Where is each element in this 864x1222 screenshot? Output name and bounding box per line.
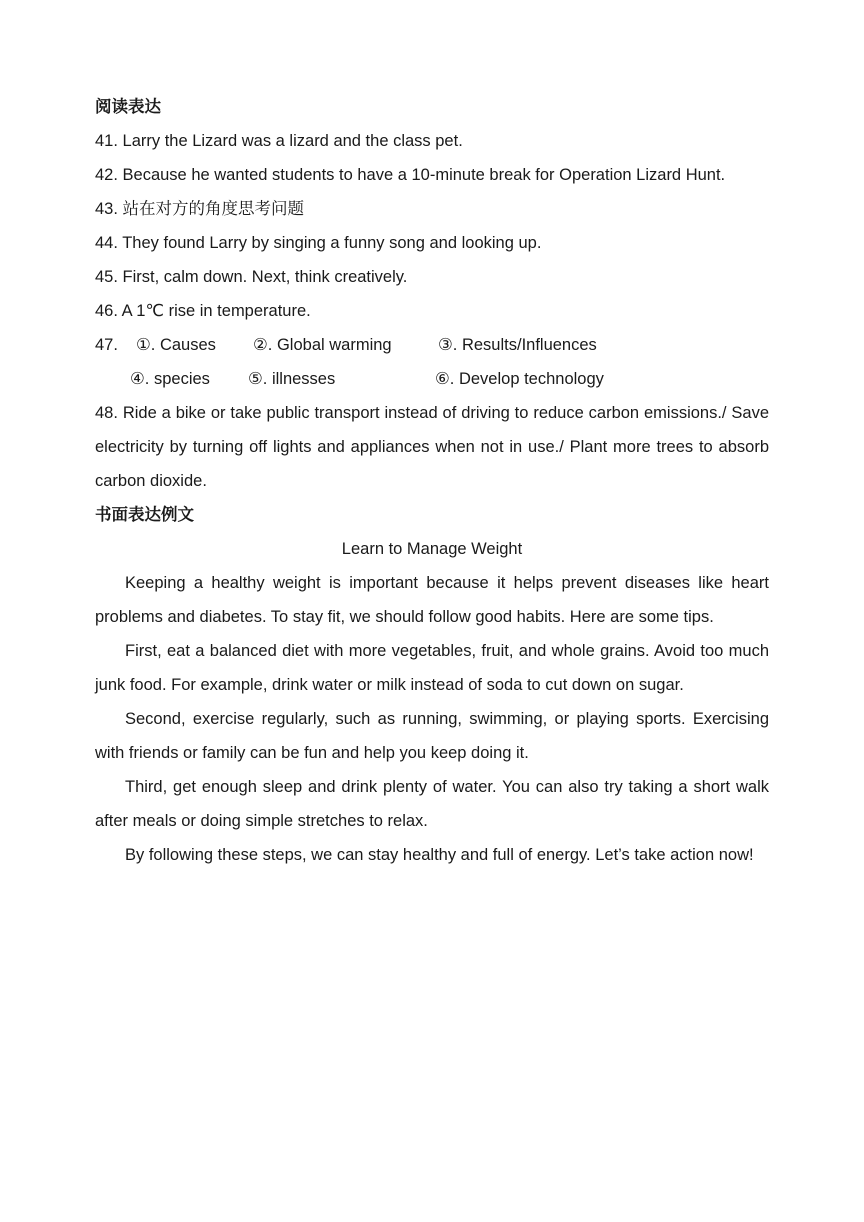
answer-46: 46. A 1℃ rise in temperature. [95,302,311,320]
answer-48: 48. Ride a bike or take public transport instead of driving to reduce carbon emissions./ Save electricity by turning off lights and appliances when not in use./ Plant more trees to absorb carbon dioxide. [95,404,769,490]
essay-paragraph-5: By following these steps, we can stay healthy and full of energy. Let’s take action now! [125,846,754,864]
answer-47-option-2: ②. Global warming [253,336,392,354]
essay-title: Learn to Manage Weight [341,540,523,558]
answer-44: 44. They found Larry by singing a funny song and looking up. [95,234,542,252]
answer-document [95,90,769,872]
answer-47-option-6: ⑥. Develop technology [435,370,604,388]
answer-45: 45. First, calm down. Next, think creatively. [95,268,408,286]
section-heading-writing: 书面表达例文 [95,506,194,524]
answer-43: 43. 站在对方的角度思考问题 [95,200,305,218]
essay-paragraph-4: Third, get enough sleep and drink plenty of water. You can also try taking a short walk after meals or doing simple stretches to relax. [95,778,769,830]
answer-41: 41. Larry the Lizard was a lizard and the class pet. [95,132,463,150]
answer-47-row-1 [95,328,769,362]
essay-paragraph-1: Keeping a healthy weight is important because it helps prevent diseases like heart problems and diabetes. To stay fit, we should follow good habits. Here are some tips. [95,574,769,626]
answer-47-row-2 [95,362,769,396]
answer-47-option-1: ①. Causes [136,336,216,354]
answer-47-option-3: ③. Results/Influences [438,336,597,354]
answer-47-number: 47. [95,336,118,354]
essay-paragraph-2: First, eat a balanced diet with more vegetables, fruit, and whole grains. Avoid too much junk food. For example, drink water or milk instead of soda to cut down on sugar. [95,642,769,694]
answer-47-option-5: ⑤. illnesses [248,370,336,388]
section-heading-reading: 阅读表达 [95,98,161,116]
essay-paragraph-3: Second, exercise regularly, such as running, swimming, or playing sports. Exercising with friends or family can be fun and help you keep doing it. [95,710,769,762]
answer-42: 42. Because he wanted students to have a 10-minute break for Operation Lizard Hunt. [95,166,726,184]
answer-47-option-4: ④. species [130,370,210,388]
